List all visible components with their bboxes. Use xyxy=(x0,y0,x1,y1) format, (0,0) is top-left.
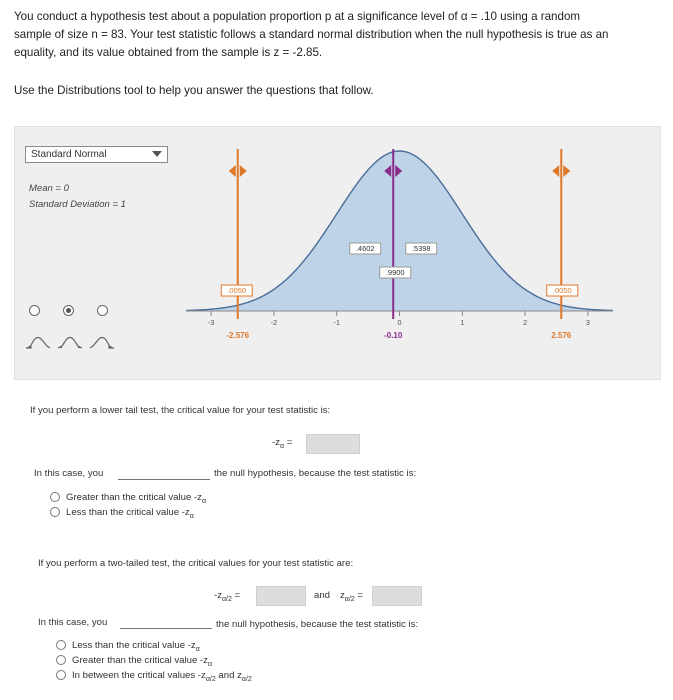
q2-option-greater-radio[interactable] xyxy=(56,655,66,665)
sd-label: Standard Deviation = 1 xyxy=(29,199,126,210)
q1-prompt: If you perform a lower tail test, the critical value for your test statistic is: xyxy=(30,405,331,416)
q1-critical-value-input[interactable] xyxy=(306,434,360,454)
distribution-select-value: Standard Normal xyxy=(31,149,107,160)
lower-critical-line-right-arrow-icon xyxy=(240,165,247,177)
right-of-test-value: .5398 xyxy=(411,244,431,253)
q2-option-less[interactable] xyxy=(72,640,200,653)
q2-option-less-radio[interactable] xyxy=(56,640,66,650)
q2-upper-text: z xyxy=(340,590,345,601)
q2-lower-eq: = xyxy=(231,590,241,601)
normal-distribution-chart xyxy=(15,127,660,379)
q1-z-label xyxy=(272,437,292,450)
x-tick-label-3: 3 xyxy=(585,318,590,327)
x-tick-label-1: 1 xyxy=(460,318,465,327)
problem-statement xyxy=(14,8,654,62)
left-tail-value: .0050 xyxy=(227,286,247,295)
q2-option-less-sub: α xyxy=(195,645,200,653)
q2-option-less-label: Less than the critical value -z xyxy=(72,640,196,651)
left-of-test-value: .4602 xyxy=(355,244,375,253)
q1-z-sub: α xyxy=(280,442,285,450)
lower-critical-line-left-arrow-icon xyxy=(229,165,236,177)
q2-option-greater[interactable] xyxy=(72,655,212,668)
q1-z-text: -z xyxy=(272,437,280,448)
test-value-line-label: -0.10 xyxy=(384,331,403,340)
x-tick-label--1: -1 xyxy=(333,318,341,327)
q1-option-greater-label: Greater than the critical value -z xyxy=(66,492,202,503)
q2-case-left: In this case, you xyxy=(38,617,108,628)
q1-decision-dropdown[interactable] xyxy=(118,470,210,480)
q2-upper-critical-input[interactable] xyxy=(372,586,422,606)
q2-lower-sub: α/2 xyxy=(222,595,232,603)
q2-option-between[interactable] xyxy=(72,670,252,683)
q1-option-greater-radio[interactable] xyxy=(50,492,60,502)
problem-line-2: sample of size n = 83. Your test statistic follows a standard normal distribution when the null hypothesis is true as an xyxy=(14,28,609,41)
q2-option-between-sub: α/2 xyxy=(205,675,216,683)
q1-option-greater-sub: α xyxy=(201,497,207,505)
problem-line-1: You conduct a hypothesis test about a population proportion p at a significance level of α = .10 using a random xyxy=(14,10,581,23)
center-right-area xyxy=(393,151,561,311)
q2-lower-critical-input[interactable] xyxy=(256,586,306,606)
upper-critical-line-label: 2.576 xyxy=(551,331,572,340)
q2-upper-label xyxy=(340,590,363,603)
q2-option-greater-label: Greater than the critical value -z xyxy=(72,655,208,666)
q2-lower-label xyxy=(214,590,240,603)
q2-upper-eq: = xyxy=(354,590,363,601)
q1-case-left: In this case, you xyxy=(34,468,104,479)
q1-case-right: the null hypothesis, because the test statistic is: xyxy=(214,468,417,479)
q1-option-less[interactable] xyxy=(66,507,194,520)
q2-option-between-and: and z xyxy=(215,670,242,681)
q1-z-eq: = xyxy=(284,437,293,448)
q2-case-right: the null hypothesis, because the test statistic is: xyxy=(216,619,419,630)
x-tick-label--3: -3 xyxy=(207,318,215,327)
q2-option-between-label: In between the critical values -z xyxy=(72,670,206,681)
q2-and-text: and xyxy=(314,590,331,601)
right-tail-value: .0050 xyxy=(552,286,572,295)
q2-prompt: If you perform a two-tailed test, the critical values for your test statistic are: xyxy=(38,558,354,569)
upper-critical-line-right-arrow-icon xyxy=(563,165,570,177)
q1-option-greater[interactable] xyxy=(66,492,206,505)
q2-decision-dropdown[interactable] xyxy=(120,619,212,629)
instruction-text: Use the Distributions tool to help you answer the questions that follow. xyxy=(14,84,374,97)
q2-option-greater-sub: α xyxy=(207,660,213,668)
x-tick-label--2: -2 xyxy=(270,318,278,327)
distributions-tool xyxy=(14,126,661,380)
q1-option-less-sub: α xyxy=(189,512,194,520)
between-critical-value: .9900 xyxy=(385,268,405,277)
q2-upper-sub: α/2 xyxy=(344,595,355,603)
x-tick-label-0: 0 xyxy=(397,318,402,327)
lower-critical-line-label: -2.576 xyxy=(226,331,250,340)
q2-option-between-radio[interactable] xyxy=(56,670,66,680)
x-tick-label-2: 2 xyxy=(523,318,528,327)
q1-option-less-label: Less than the critical value -z xyxy=(66,507,190,518)
q2-option-between-sub2: α/2 xyxy=(241,675,252,683)
q1-option-less-radio[interactable] xyxy=(50,507,60,517)
mean-label: Mean = 0 xyxy=(29,183,69,194)
center-left-area xyxy=(238,152,393,311)
q2-lower-text: -z xyxy=(214,590,222,601)
upper-critical-line-left-arrow-icon xyxy=(552,165,559,177)
problem-line-3: equality, and its value obtained from the sample is z = -2.85. xyxy=(14,46,323,59)
